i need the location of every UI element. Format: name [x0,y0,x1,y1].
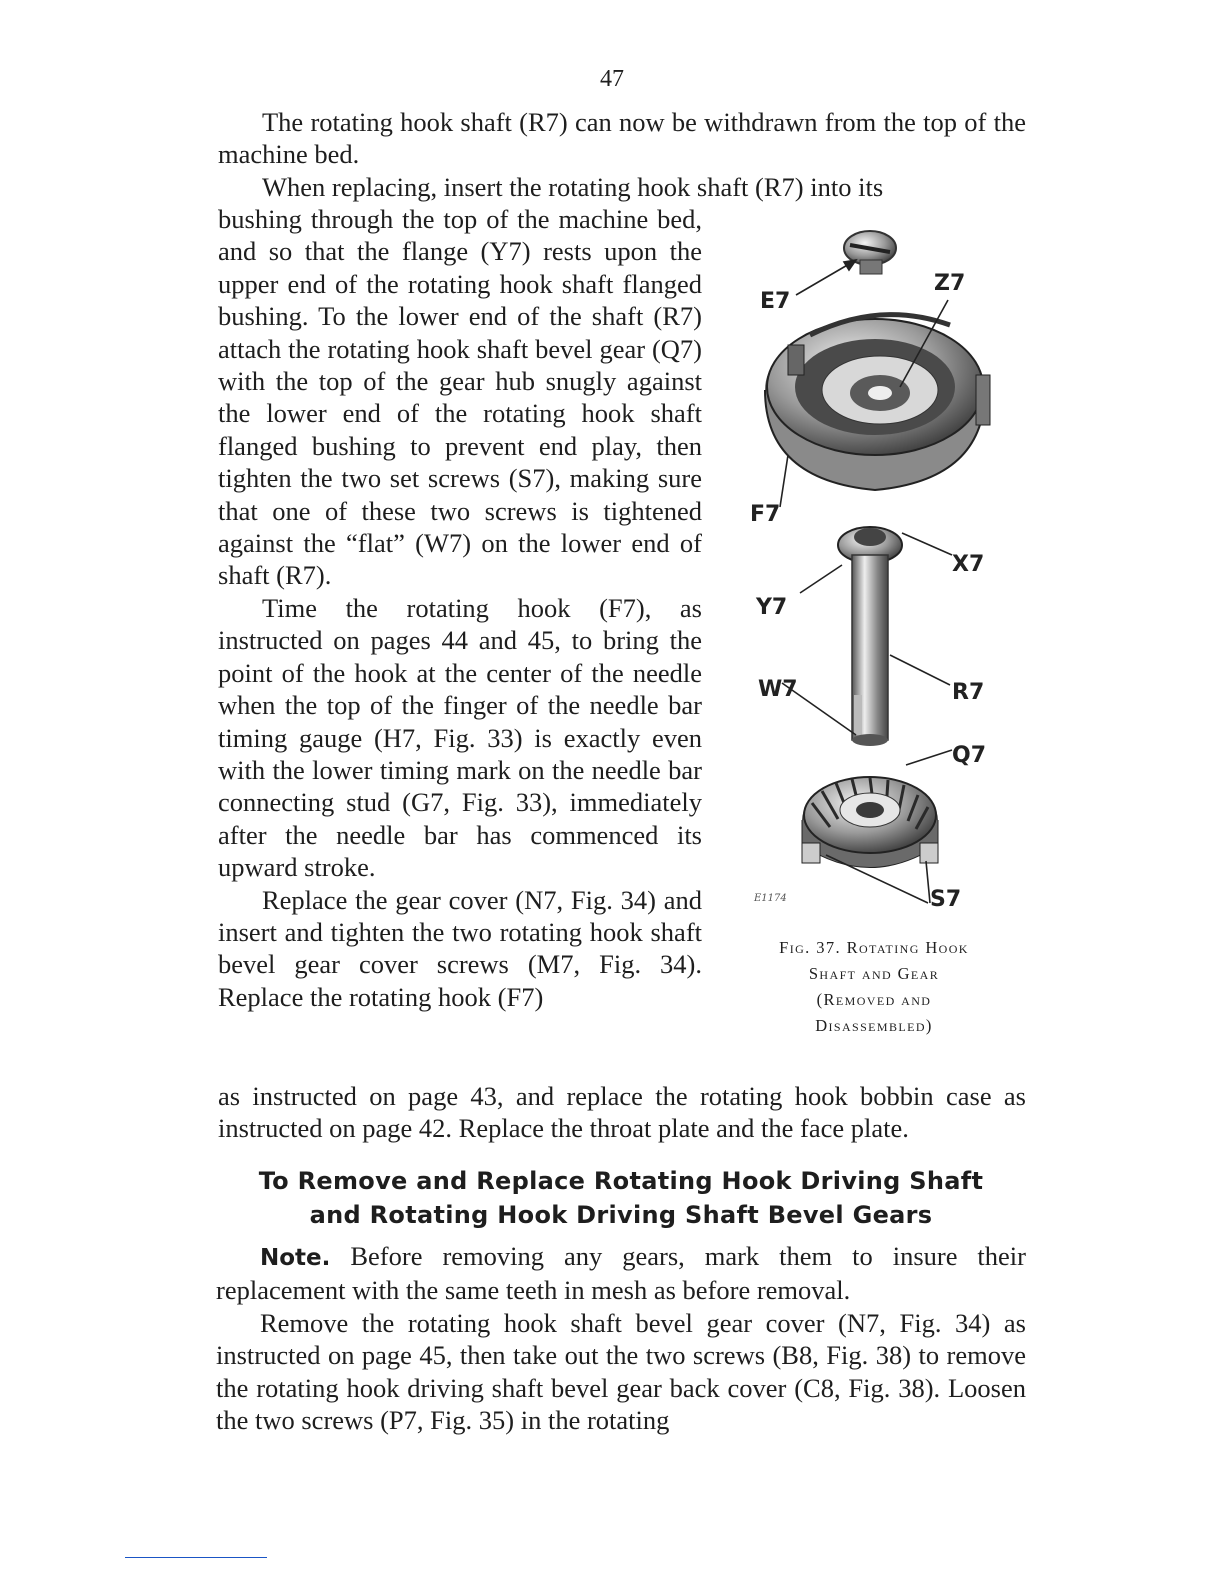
plate-mark: E1174 [754,893,787,904]
caption-line-3: (Removed and [816,990,932,1009]
paragraph-remove-cover: Remove the rotating hook shaft bevel gear cover (N7, Fig. 34) as instructed on page 45, then take out the two screws (B8, Fig. 38) to remove the rotating hook driving shaft bevel gear back cover (C8, Fig. 38). Loosen the two screws (P7, Fig. 35) in the rotating [216,1307,1026,1436]
section-heading [216,1164,1026,1232]
bevel-gear-illustration [802,777,938,868]
label-r7: R7 [952,680,985,705]
caption-line-4: Disassembled) [815,1016,933,1035]
paragraph-replacing-details: bushing through the top of the machine bed, and so that the flange (Y7) rests upon the upper end of the rotating hook shaft flanged bushing. To the lower end of the shaft (R7) attach the rotating hook shaft bevel gear (Q7) with the top of the gear hub snugly against the lower end of the rotating hook shaft flanged bushing to prevent end play, then tighten the two set screws (S7), making sure that one of these two screws is tightened against the “flat” (W7) on the lower end of shaft (R7). [218,204,702,591]
paragraph-withdraw-shaft: The rotating hook shaft (R7) can now be withdrawn from the top of the machine bed. [218,107,1026,170]
label-q7: Q7 [952,743,987,768]
label-e7: E7 [760,289,791,314]
paragraph-replace-hook: as instructed on page 43, and replace the rotating hook bobbin case as instructed on page 42. Replace the throat plate and the face plate. [218,1081,1026,1144]
caption-line-1: Fig. 37. Rotating Hook [779,938,969,957]
section-heading-line-1: To Remove and Replace Rotating Hook Driving Shaft [258,1167,984,1195]
caption-line-2: Shaft and Gear [808,964,940,983]
label-y7: Y7 [756,595,788,620]
section-heading-line-2: and Rotating Hook Driving Shaft Bevel Gears [309,1201,933,1229]
paragraph-replacing-intro: When replacing, insert the rotating hook shaft (R7) into its [262,171,884,202]
label-x7: X7 [952,552,985,577]
body-text-column [218,203,702,1013]
rotating-hook-illustration [765,315,990,490]
figure-rotating-hook-assembly [730,215,1020,912]
figure-caption [728,935,1020,1039]
body-text-continued [218,1080,1026,1145]
note-label: Note. [260,1245,331,1271]
screw-illustration [844,231,896,274]
body-text-section [216,1240,1026,1436]
label-f7: F7 [750,502,781,527]
body-text-top [218,106,1026,203]
label-z7: Z7 [934,271,966,296]
page-number: 47 [600,66,624,92]
note-text: Before removing any gears, mark them to insure their replacement with the same teeth in mesh as before removal. [216,1241,1026,1306]
paragraph-timing: Time the rotating hook (F7), as instructed on pages 44 and 45, to bring the point of the hook at the center of the needle when the top of the finger of the needle bar timing gauge (H7, Fig. 33) is exactly even with the lower timing mark on the needle bar connecting stud (G7, Fig. 33), immediately after the needle bar has commenced its upward stroke. [218,592,702,883]
label-s7: S7 [930,887,962,912]
paragraph-note [216,1240,1026,1307]
paragraph-gear-cover: Replace the gear cover (N7, Fig. 34) and insert and tighten the two rotating hook shaft bevel gear cover screws (M7, Fig. 34). Replace the rotating hook (F7) [218,884,702,1012]
label-w7: W7 [758,677,798,702]
hook-shaft-illustration [838,527,902,746]
footnote-rule [125,1557,267,1558]
